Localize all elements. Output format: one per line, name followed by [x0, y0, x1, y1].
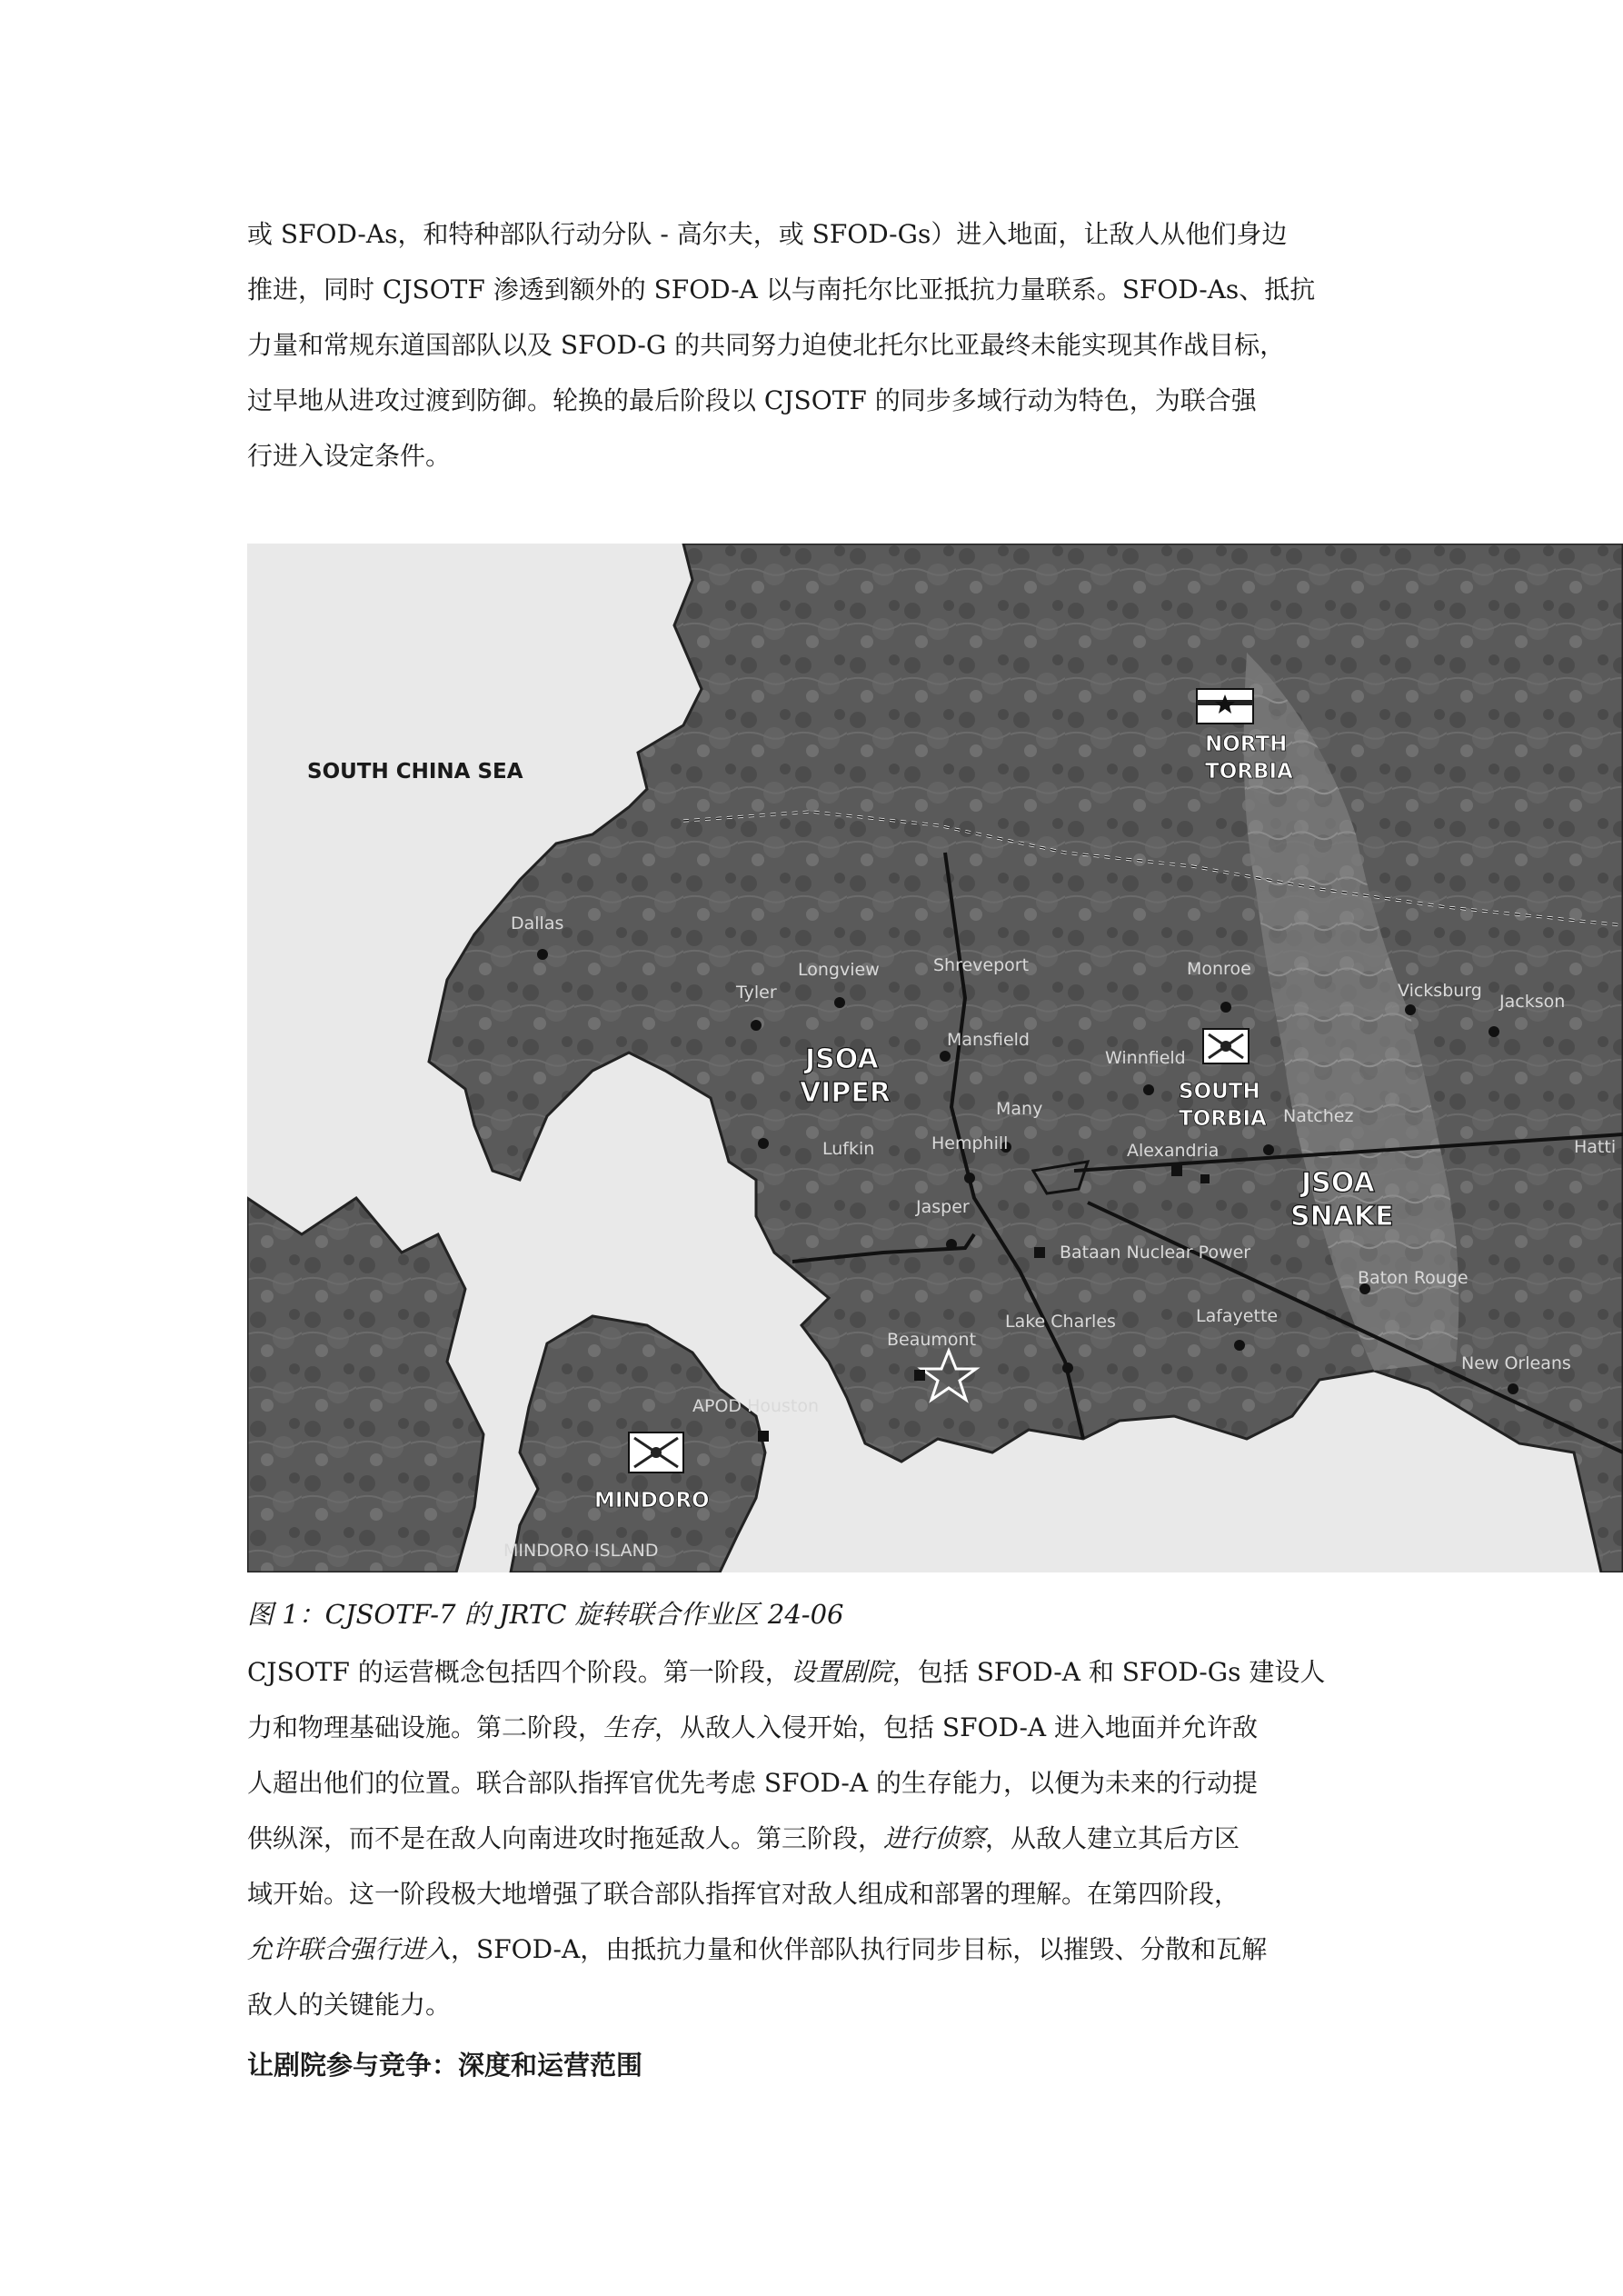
- intro-line-5: 行进入设定条件。: [247, 441, 452, 471]
- city-dot: [940, 1051, 951, 1062]
- city-dot: [1508, 1383, 1518, 1394]
- western-landmass: [247, 1198, 483, 1572]
- city-dot: [1405, 1004, 1416, 1015]
- north-torbia-label-2: TORBIA: [1205, 760, 1293, 784]
- city-winnfield: Winnfield: [1105, 1048, 1186, 1068]
- south-torbia-flag-icon: [1203, 1029, 1249, 1063]
- apod-square: [758, 1431, 769, 1442]
- city-dot: [1263, 1144, 1274, 1155]
- city-lufkin: Lufkin: [822, 1139, 875, 1159]
- city-dot: [964, 1173, 975, 1183]
- south-torbia-label-2: TORBIA: [1179, 1107, 1267, 1131]
- city-dot: [1062, 1363, 1073, 1373]
- city-lake-charles: Lake Charles: [1005, 1312, 1116, 1332]
- body-line-2: [247, 1708, 1258, 1744]
- beaumont-square: [914, 1370, 925, 1381]
- city-lafayette: Lafayette: [1196, 1306, 1279, 1326]
- north-torbia-flag-icon: [1197, 689, 1253, 724]
- text-span: ，从敌人入侵开始，包括 SFOD-A 进入地面并允许敌: [654, 1712, 1259, 1742]
- city-hemphill: Hemphill: [931, 1133, 1009, 1153]
- text-span: ，SFOD-A，由抵抗力量和伙伴部队执行同步目标，以摧毁、分散和瓦解: [451, 1934, 1268, 1964]
- figure-caption: 图 1：CJSOTF-7 的 JRTC 旋转联合作业区 24-06: [247, 1599, 844, 1630]
- text-span: CJSOTF 的运营概念包括四个阶段。第一阶段，: [247, 1657, 791, 1687]
- south-torbia-label-1: SOUTH: [1179, 1080, 1260, 1103]
- city-dot: [834, 997, 845, 1008]
- city-square: [1171, 1165, 1182, 1176]
- city-dot: [1489, 1026, 1499, 1037]
- jsoa-viper-label-2: VIPER: [800, 1077, 891, 1109]
- city-bataan: Bataan Nuclear Power: [1060, 1243, 1251, 1263]
- city-square: [1200, 1174, 1210, 1183]
- text-span: ，从敌人建立其后方区: [985, 1823, 1240, 1853]
- city-alexandria: Alexandria: [1127, 1141, 1220, 1161]
- city-natchez: Natchez: [1283, 1106, 1354, 1126]
- mindoro-island-label: MINDORO ISLAND: [503, 1541, 659, 1561]
- power-plant-square: [1034, 1247, 1045, 1258]
- body-line-5: 域开始。这一阶段极大地增强了联合部队指挥官对敌人组成和部署的理解。在第四阶段，: [247, 1879, 1240, 1909]
- city-vicksburg: Vicksburg: [1398, 981, 1482, 1001]
- body-line-1: [247, 1652, 1325, 1689]
- city-dot: [1143, 1084, 1154, 1095]
- body-line-7: 敌人的关键能力。: [247, 1990, 452, 2020]
- city-beaumont: Beaumont: [887, 1330, 977, 1350]
- text-span: 供纵深，而不是在敌人向南进攻时拖延敌人。第三阶段，: [247, 1823, 884, 1853]
- city-shreveport: Shreveport: [933, 955, 1030, 975]
- intro-line-2: 推进，同时 CJSOTF 渗透到额外的 SFOD-A 以与南托尔比亚抵抗力量联系。SFOD-As、抵抗: [247, 275, 1316, 304]
- city-jackson: Jackson: [1499, 992, 1566, 1012]
- body-line-4: [247, 1819, 1240, 1855]
- north-torbia-label-1: NORTH: [1205, 733, 1288, 756]
- operations-area-map: [247, 544, 1623, 1572]
- phase-4-name: 允许联合强行进入: [247, 1934, 452, 1964]
- jsoa-snake-label-2: SNAKE: [1290, 1201, 1394, 1233]
- mindoro-label: MINDORO: [594, 1489, 710, 1512]
- intro-line-4: 过早地从进攻过渡到防御。轮换的最后阶段以 CJSOTF 的同步多域行动为特色，为联合强: [247, 385, 1257, 415]
- text-span: ，包括 SFOD-A 和 SFOD-Gs 建设人: [891, 1657, 1326, 1687]
- city-mansfield: Mansfield: [947, 1030, 1030, 1050]
- city-dot: [751, 1020, 762, 1031]
- city-monroe: Monroe: [1187, 959, 1251, 979]
- city-dallas: Dallas: [511, 913, 564, 933]
- city-dot: [1234, 1340, 1245, 1351]
- mindoro-flag-icon: [629, 1433, 683, 1472]
- phase-2-name: 生存: [603, 1712, 655, 1742]
- city-many: Many: [996, 1099, 1043, 1119]
- body-line-6: [247, 1930, 1267, 1966]
- jsoa-viper-label-1: JSOA: [805, 1043, 879, 1075]
- city-dot: [946, 1239, 957, 1250]
- section-heading: 让剧院参与竞争：深度和运营范围: [247, 2050, 643, 2081]
- jsoa-snake-label-1: JSOA: [1301, 1167, 1375, 1199]
- city-dot: [537, 949, 548, 960]
- intro-line-1: 或 SFOD-As，和特种部队行动分队 - 高尔夫，或 SFOD-Gs）进入地面，让敌人从他们身边: [247, 219, 1288, 249]
- city-dot: [758, 1138, 769, 1149]
- city-jasper: Jasper: [916, 1197, 970, 1217]
- city-dot: [1220, 1002, 1231, 1013]
- phase-1-name: 设置剧院: [790, 1657, 892, 1687]
- city-hattiesburg: Hatti: [1574, 1137, 1617, 1157]
- city-longview: Longview: [798, 960, 880, 980]
- phase-3-name: 进行侦察: [883, 1823, 986, 1853]
- text-span: 力和物理基础设施。第二阶段，: [247, 1712, 604, 1742]
- city-new-orleans: New Orleans: [1461, 1353, 1571, 1373]
- sea-label: SOUTH CHINA SEA: [307, 760, 523, 784]
- city-baton-rouge: Baton Rouge: [1358, 1268, 1469, 1288]
- body-line-3: 人超出他们的位置。联合部队指挥官优先考虑 SFOD-A 的生存能力，以便为未来的行动提: [247, 1768, 1259, 1798]
- city-tyler: Tyler: [736, 983, 777, 1003]
- intro-line-3: 力量和常规东道国部队以及 SFOD-G 的共同努力迫使北托尔比亚最终未能实现其作战目标，: [247, 330, 1286, 360]
- city-apod-houston: APOD Houston: [692, 1396, 820, 1416]
